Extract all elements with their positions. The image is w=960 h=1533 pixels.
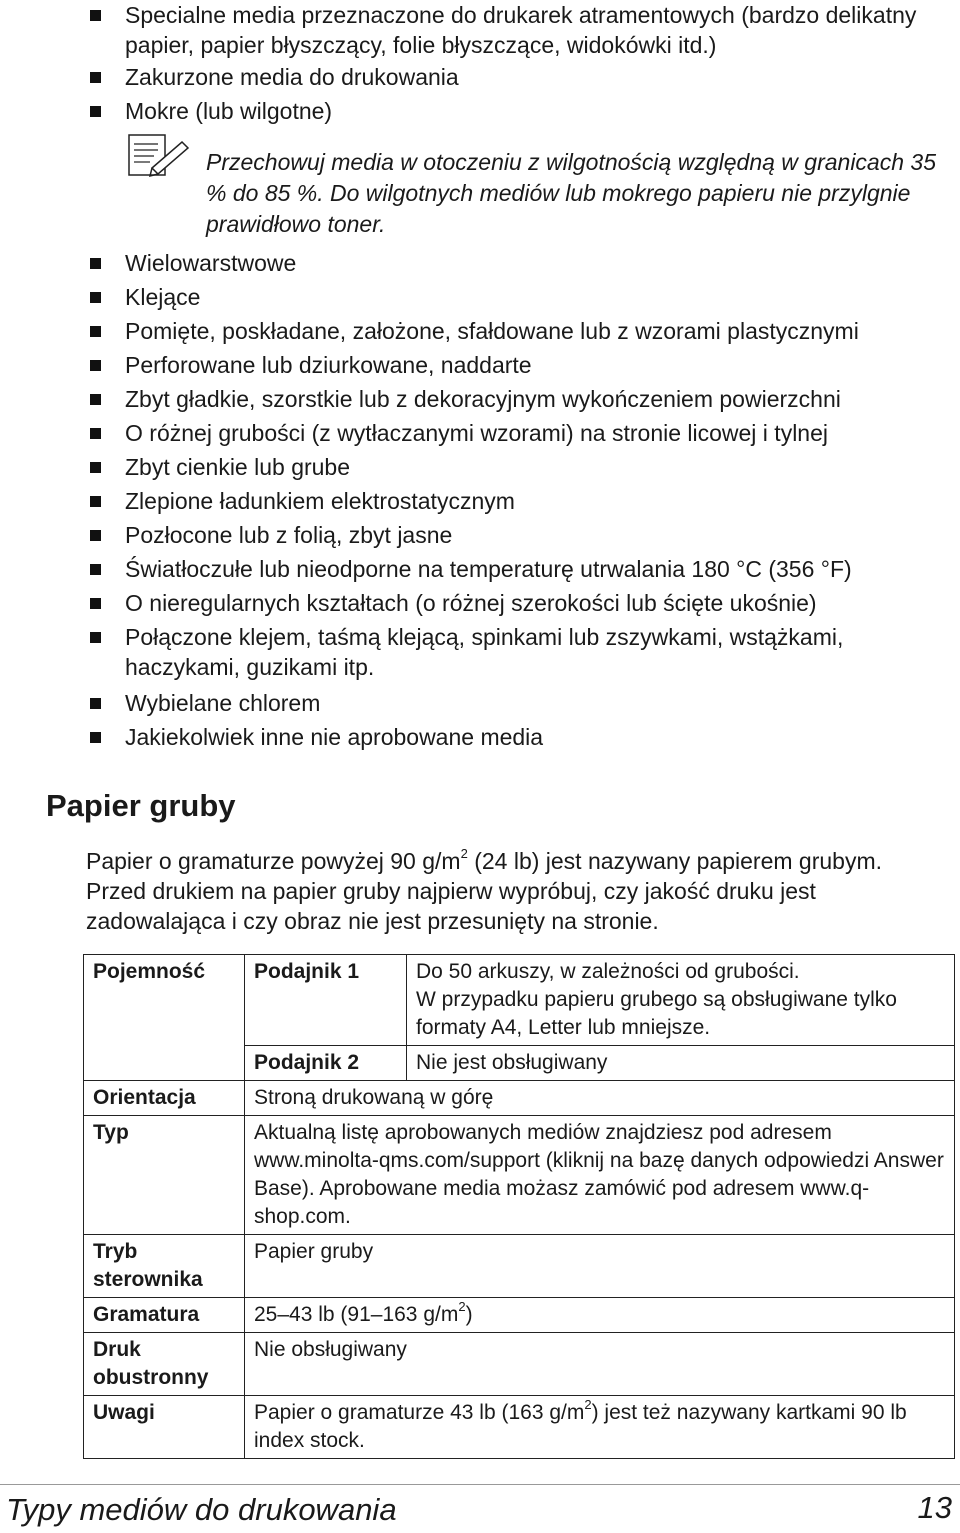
list-item-text: Wielowarstwowe (125, 250, 297, 276)
list-item (125, 350, 945, 380)
list-item (125, 282, 945, 312)
spec-table (83, 954, 955, 1459)
notes-label: Uwagi (84, 1396, 245, 1459)
section-heading: Papier gruby (46, 788, 236, 823)
bullet-icon (90, 698, 101, 709)
bullet-icon (90, 496, 101, 507)
bullet-icon (90, 394, 101, 405)
bullet-icon (90, 292, 101, 303)
weight-text-1: 25–43 lb (91–163 g/m (254, 1303, 459, 1326)
note-pencil-icon (128, 134, 190, 178)
footer-divider (0, 1484, 960, 1485)
list-item (125, 384, 945, 414)
bullet-icon (90, 258, 101, 269)
bullet-icon (90, 530, 101, 541)
tray2-label: Podajnik 2 (245, 1046, 407, 1081)
bullet-icon (90, 598, 101, 609)
list-item-text: Pomięte, poskładane, założone, sfałdowane lub z wzorami plastycznymi (125, 318, 859, 344)
bullet-icon (90, 732, 101, 743)
list-item (125, 96, 945, 126)
tray1-value (407, 955, 955, 1046)
bullet-icon (90, 632, 101, 643)
table-row (84, 1298, 955, 1333)
notes-value (245, 1396, 955, 1459)
list-item (125, 520, 945, 550)
list-item-text: Światłoczułe lub nieodporne na temperaturę utrwalania 180 °C (356 °F) (125, 556, 852, 582)
list-item-text: Zbyt gładkie, szorstkie lub z dekoracyjnym wykończeniem powierzchni (125, 386, 841, 412)
tray2-value: Nie jest obsługiwany (407, 1046, 955, 1081)
weight-text-2: ) (465, 1303, 473, 1326)
bullet-icon (90, 106, 101, 117)
weight-value (245, 1298, 955, 1333)
table-row (84, 1235, 955, 1298)
list-item (125, 588, 945, 618)
list-item (125, 452, 945, 482)
table-row (84, 1081, 955, 1116)
section-paragraph (86, 846, 926, 936)
type-label: Typ (84, 1116, 245, 1235)
list-item-text: Perforowane lub dziurkowane, naddarte (125, 352, 532, 378)
table-row (84, 1396, 955, 1459)
table-row (84, 955, 955, 1046)
driver-label: Tryb sterownika (84, 1235, 245, 1298)
list-item (125, 554, 945, 584)
notes-text-2: ) jest też nazywany kartkami 90 lb index stock. (254, 1401, 907, 1452)
list-item (125, 316, 945, 346)
list-item-text: O różnej grubości (z wytłaczanymi wzorami) na stronie licowej i tylnej (125, 420, 829, 446)
list-item-text: Jakiekolwiek inne nie aprobowane media (125, 724, 544, 750)
list-item (125, 722, 945, 752)
list-item-text: Zlepione ładunkiem elektrostatycznym (125, 488, 515, 514)
bullet-icon (90, 360, 101, 371)
list-item (125, 248, 945, 278)
list-item-text: Mokre (lub wilgotne) (125, 98, 333, 124)
list-item-text: O nieregularnych kształtach (o różnej szerokości lub ścięte ukośnie) (125, 590, 817, 616)
list-item (125, 0, 945, 60)
table-row (84, 1116, 955, 1235)
weight-superscript: 2 (458, 1299, 466, 1314)
type-value: Aktualną listę aprobowanych mediów znajdziesz pod adresem www.minolta-qms.com/support (kliknij na bazę danych odpowiedzi Answer Base). Aprobowane media możasz zamówić pod adresem www.q-shop.com. (245, 1116, 955, 1235)
list-item (125, 418, 945, 448)
duplex-value: Nie obsługiwany (245, 1333, 955, 1396)
para-superscript: 2 (460, 846, 468, 862)
notes-text-1: Papier o gramaturze 43 lb (163 g/m (254, 1401, 585, 1424)
tray1-line2: W przypadku papieru grubego są obsługiwane tylko formaty A4, Letter lub mniejsze. (416, 988, 897, 1039)
list-item (125, 486, 945, 516)
list-item (125, 688, 945, 718)
capacity-label: Pojemność (84, 955, 245, 1081)
table-row (84, 1333, 955, 1396)
para-text-1: Papier o gramaturze powyżej 90 g/m (86, 848, 461, 874)
bullet-icon (90, 10, 101, 21)
orientation-label: Orientacja (84, 1081, 245, 1116)
list-item (125, 62, 945, 92)
list-item-text: Klejące (125, 284, 201, 310)
duplex-label: Druk obustronny (84, 1333, 245, 1396)
bullet-icon (90, 428, 101, 439)
weight-label: Gramatura (84, 1298, 245, 1333)
list-item-text: Zbyt cienkie lub grube (125, 454, 351, 480)
bullet-icon (90, 326, 101, 337)
driver-value: Papier gruby (245, 1235, 955, 1298)
bullet-icon (90, 462, 101, 473)
notes-superscript: 2 (584, 1397, 592, 1412)
list-item-text: Zakurzone media do drukowania (125, 64, 459, 90)
orientation-value: Stroną drukowaną w górę (245, 1081, 955, 1116)
list-item-text: Specialne media przeznaczone do drukarek atramentowych (bardzo delikatny papier, papier błyszczący, folie błyszczące, widokówki itd.) (125, 2, 917, 58)
bullet-icon (90, 72, 101, 83)
list-item-text: Połączone klejem, taśmą klejącą, spinkami lub zszywkami, wstążkami, haczykami, guzikami itp. (125, 624, 844, 680)
list-item (125, 622, 945, 682)
bullet-icon (90, 564, 101, 575)
para-text-2: (24 lb) jest nazywany papierem grubym. Przed drukiem na papier gruby najpierw wypróbuj, czy jakość druku jest zadowalająca i czy obraz nie jest przesunięty na stronie. (86, 848, 882, 934)
tray1-label: Podajnik 1 (245, 955, 407, 1046)
footer-title: Typy mediów do drukowania (6, 1492, 397, 1527)
note-text: Przechowuj media w otoczeniu z wilgotnością względną w granicach 35 % do 85 %. Do wilgotnych mediów lub mokrego papieru nie przylgnie prawidłowo toner. (206, 149, 936, 237)
tray1-line1: Do 50 arkuszy, w zależności od grubości. (416, 960, 800, 983)
list-item-text: Wybielane chlorem (125, 690, 321, 716)
list-item-text: Pozłocone lub z folią, zbyt jasne (125, 522, 453, 548)
page-number: 13 (917, 1490, 952, 1525)
